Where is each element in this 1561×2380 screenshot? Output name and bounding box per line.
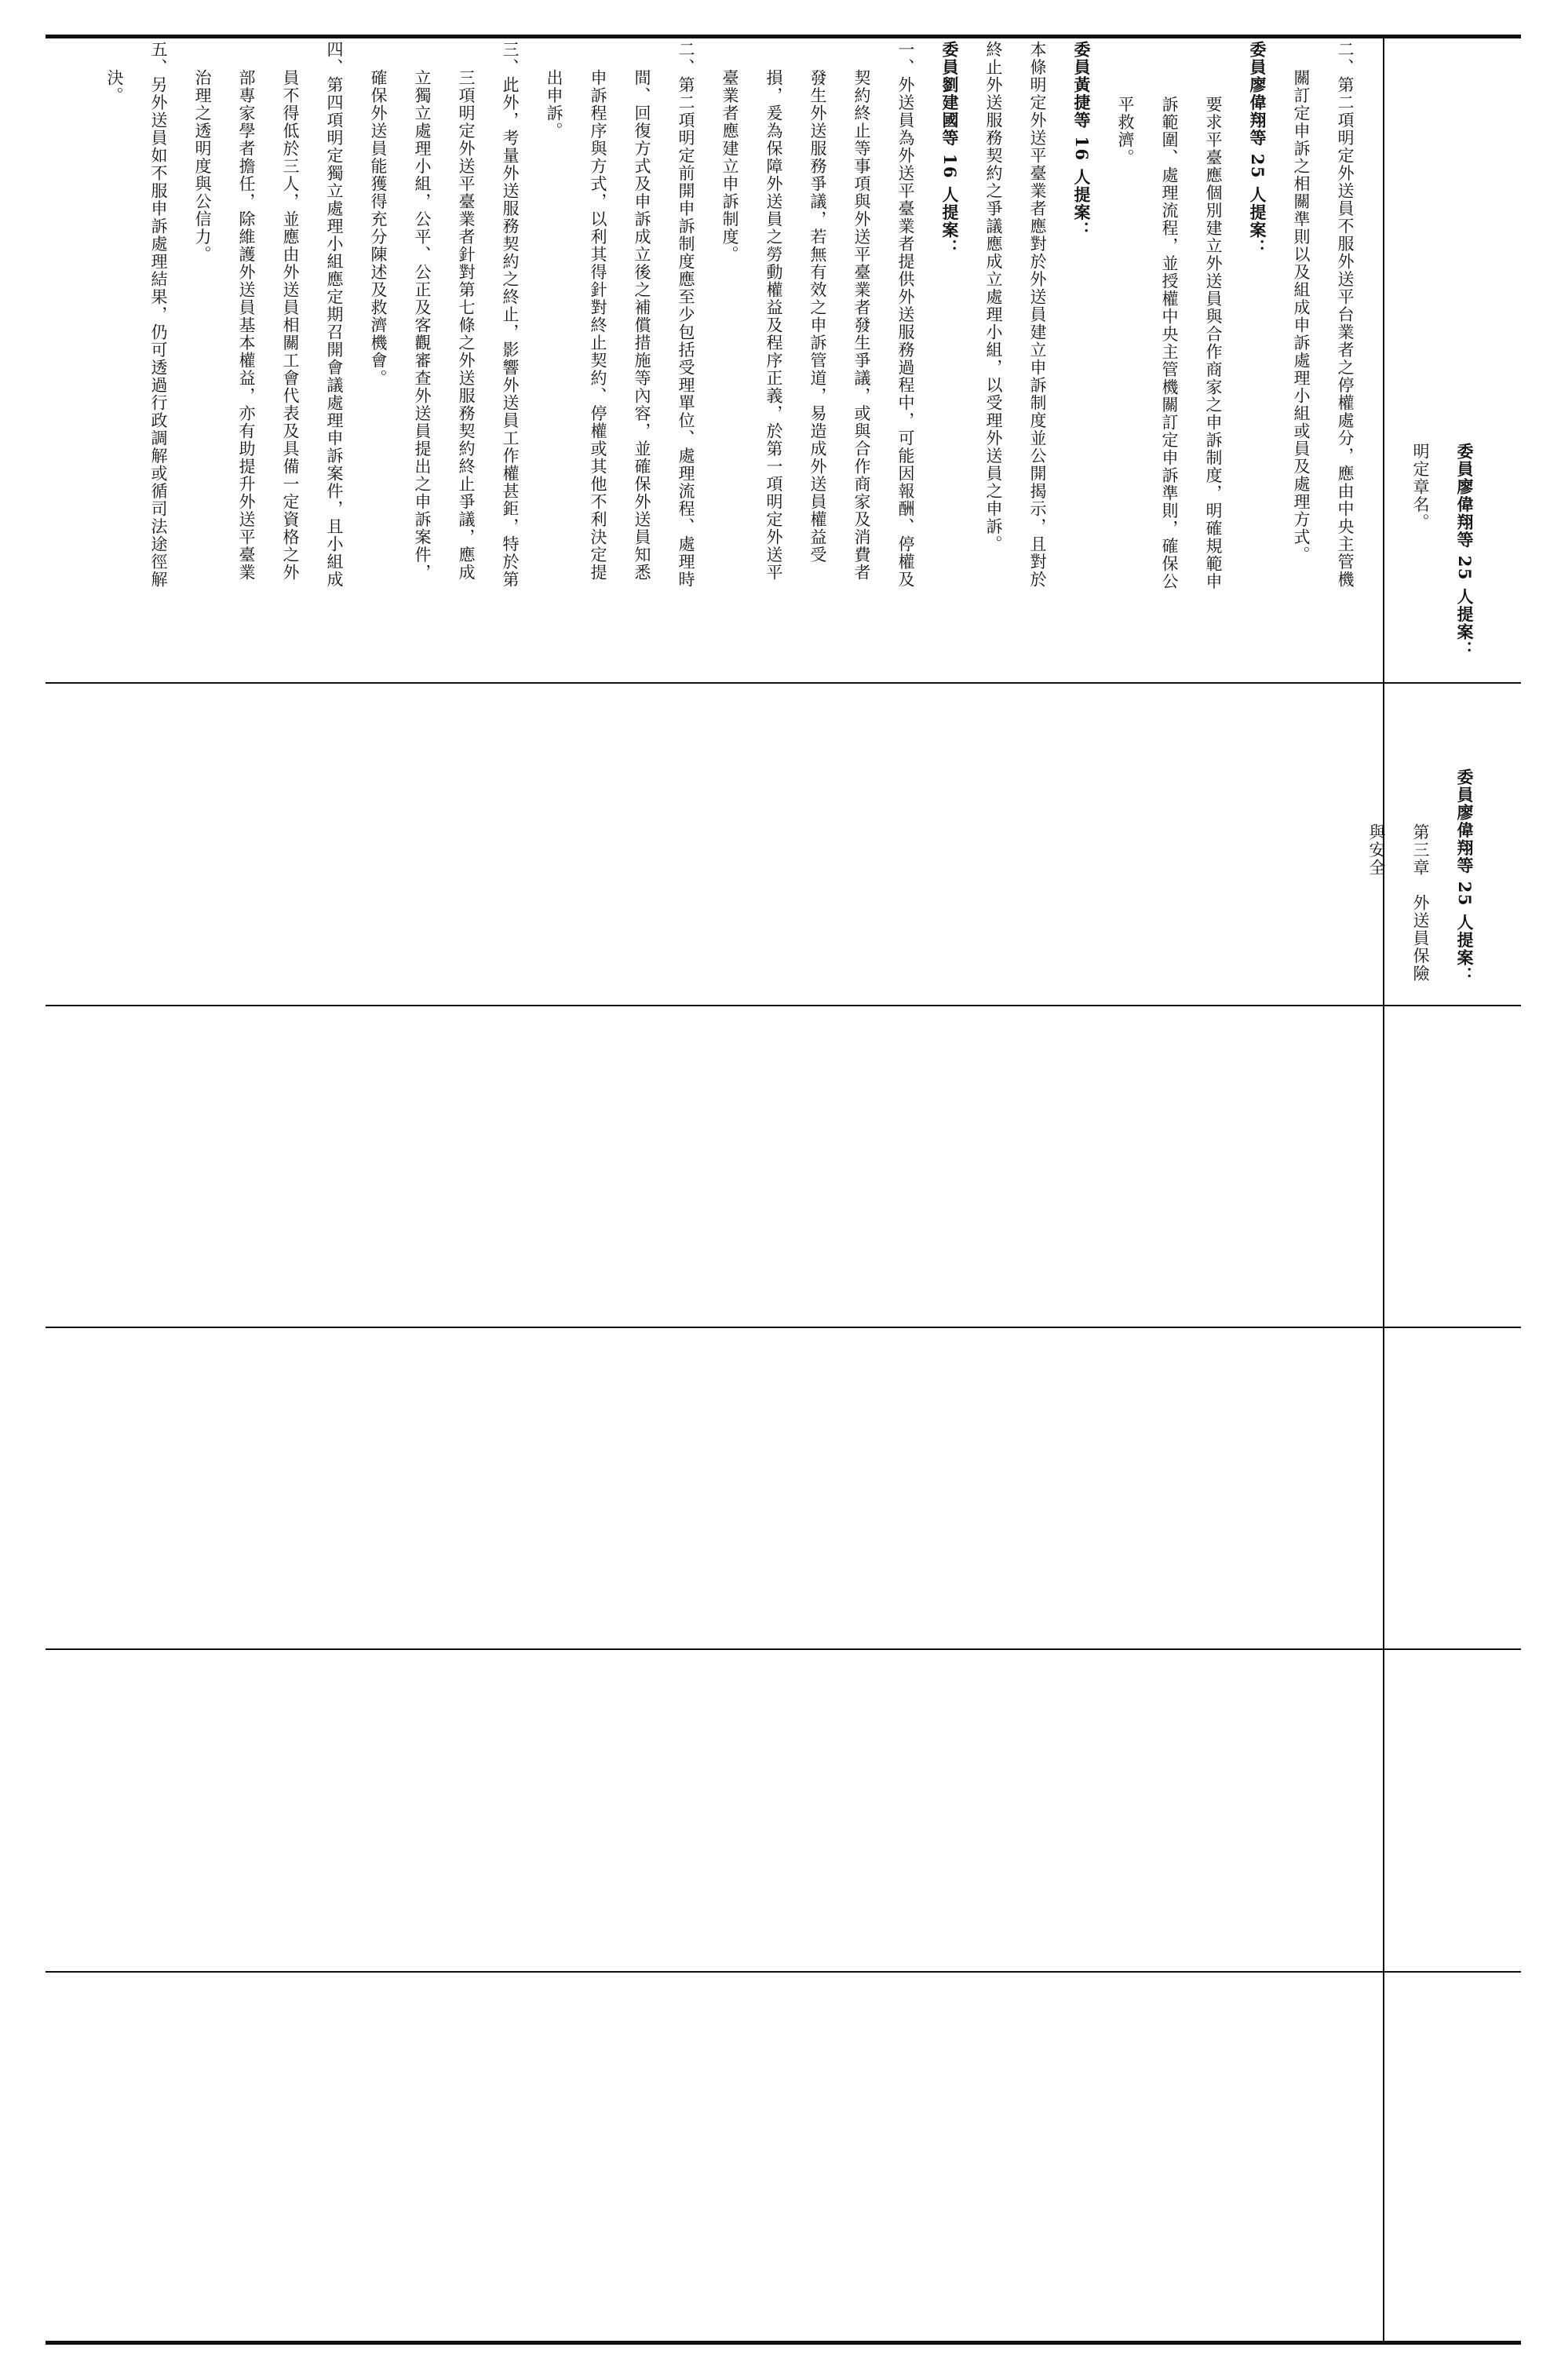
explanation-item: 三、此外，考量外送服務契約之終止，影響外送員工作權甚鉅，特於第三項明定外送平臺業者針對第七條之外送服務契約終止爭議，應成立獨立處理小組，公平、公正及客觀審查外送員提出之申訴案件，確保外送員能獲得充分陳述及救濟機會。 <box>369 41 520 589</box>
chapter-title: 第三章 外送員保險與安全 <box>1367 823 1430 983</box>
right-column-cell-2 <box>1367 768 1486 996</box>
explanation-item: 一、外送員為外送平臺業者提供外送服務過程中，可能因報酬、停權及契約終止等事項與外送平臺業者發生爭議，或與合作商家及消費者發生外送服務爭議，若無有效之申訴管道，易造成外送員權益受損，爰為保障外送員之勞動權益及程序正義，於第一項明定外送平臺業者應建立申訴制度。 <box>720 41 915 589</box>
explanation-item: 二、第二項明定外送員不服外送平台業者之停權處分，應由中央主管機關訂定申訴之相關準則以及組成申訴處理小組或員及處理方式。 <box>1292 41 1355 589</box>
row-divider-2 <box>46 1005 1521 1006</box>
explanation-item: 五、另外送員如不服申訴處理結果，仍可透過行政調解或循司法途徑解決。 <box>105 41 168 589</box>
proposer-heading: 委員廖偉翔等 25 人提案： <box>1248 41 1267 257</box>
chapter-note: 明定章名。 <box>1411 443 1430 531</box>
table-bottom-border <box>46 2341 1521 2345</box>
proposer-heading: 委員廖偉翔等 25 人提案： <box>1455 768 1475 984</box>
explanation-paragraph: 要求平臺應個別建立外送員與合作商家之申訴制度，明確規範申訴範圍、處理流程，並授權中央主管機關訂定申訴準則，確保公平救濟。 <box>1116 96 1223 590</box>
explanation-item: 四、第四項明定獨立處理小組應定期召開會議處理申訴案件，且小組成員不得低於三人，並應由外送員相關工會代表及具備一定資格之外部專家學者擔任，除維護外送員基本權益，亦有助提升外送平臺業治理之透明度與公信力。 <box>193 41 344 589</box>
proposer-heading: 委員劉建國等 16 人提案： <box>940 41 960 257</box>
explanation-item: 二、第二項明定前開申訴制度應至少包括受理單位、處理流程、處理時間、回復方式及申訴成立後之補償措施等內容，並確保外送員知悉申訴程序與方式，以利其得針對終止契約、停權或其他不利決定提出申訴。 <box>545 41 695 589</box>
explanation-cell <box>80 41 1367 590</box>
row-divider-4 <box>46 1648 1521 1650</box>
column-divider <box>1383 35 1384 2345</box>
proposer-heading: 委員黃捷等 16 人提案： <box>1072 41 1092 239</box>
row-divider-3 <box>46 1327 1521 1328</box>
proposer-heading: 委員廖偉翔等 25 人提案： <box>1455 443 1475 659</box>
table-top-border <box>46 35 1521 38</box>
explanation-paragraph: 本條明定外送平臺業者應對於外送員建立申訴制度並公開揭示，且對於終止外送服務契約之爭議應成立處理小組，以受理外送員之申訴。 <box>984 41 1047 589</box>
document-table <box>46 35 1521 2345</box>
right-column-cell-1 <box>1392 443 1486 670</box>
row-divider-1 <box>46 682 1521 684</box>
row-divider-5 <box>46 1971 1521 1973</box>
